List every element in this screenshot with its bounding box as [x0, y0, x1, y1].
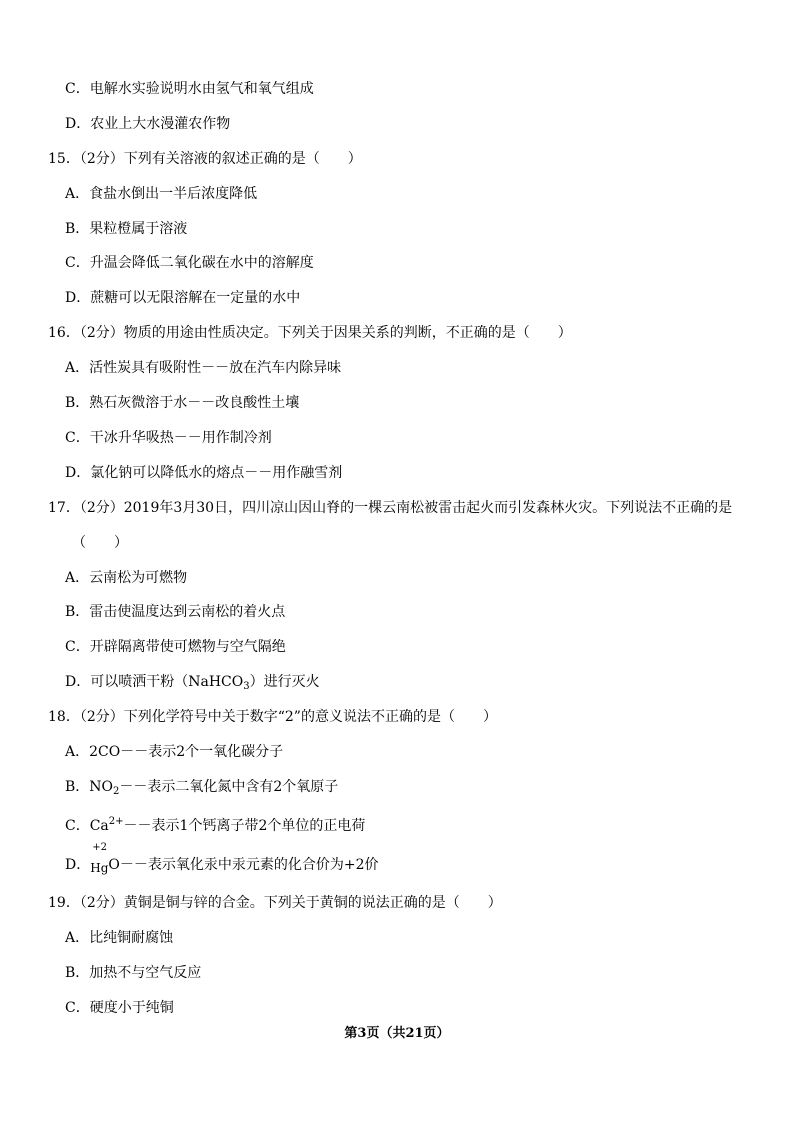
option-15a: A．食盐水倒出一半后浓度降低	[65, 186, 258, 202]
option-18c-text: C．Ca	[65, 818, 109, 834]
option-16b: B．熟石灰微溶于水－－改良酸性土壤	[65, 395, 300, 411]
question-16: 16．（2分）物质的用途由性质决定。下列关于因果关系的判断，不正确的是（ ）	[48, 325, 572, 341]
option-17d-subscript: 3	[243, 681, 250, 692]
option-18d-text-end: －－表示氧化汞中汞元素的化合价为+2价	[119, 857, 379, 873]
question-19: 19．（2分）黄铜是铜与锌的合金。下列关于黄铜的说法正确的是（ ）	[48, 895, 502, 911]
option-18c	[65, 812, 365, 836]
option-18c-superscript: 2+	[108, 816, 124, 827]
option-16a: A．活性炭具有吸附性－－放在汽车内除异味	[65, 360, 342, 376]
option-18d-oxygen: O	[108, 857, 120, 873]
option-16c: C．干冰升华吸热－－用作制冷剂	[65, 430, 272, 446]
question-17-paren: （ ）	[72, 535, 128, 551]
option-18d-element: Hg	[90, 861, 109, 875]
option-18c-text-end: －－表示1个钙离子带2个单位的正电荷	[123, 818, 366, 834]
option-19b: B．加热不与空气反应	[65, 965, 202, 981]
option-19a: A．比纯铜耐腐蚀	[65, 930, 174, 946]
option-17a: A．云南松为可燃物	[65, 570, 188, 586]
question-18: 18．（2分）下列化学符号中关于数字“2”的意义说法不正确的是（ ）	[48, 709, 497, 725]
option-15b: B．果粒橙属于溶液	[65, 221, 188, 237]
option-14d: D．农业上大水漫灌农作物	[65, 116, 231, 132]
option-19c: C．硬度小于纯铜	[65, 1000, 174, 1016]
option-17d-text-end: ）进行灭火	[249, 674, 320, 690]
option-18a: A．2CO－－表示2个一氧化碳分子	[65, 744, 284, 760]
option-14c: C．电解水实验说明水由氢气和氧气组成	[65, 81, 314, 97]
option-18b-text-end: －－表示二氧化氮中含有2个氧原子	[119, 779, 339, 795]
option-15c: C．升温会降低二氧化碳在水中的溶解度	[65, 255, 314, 271]
option-17c: C．开辟隔离带使可燃物与空气隔绝	[65, 639, 286, 655]
option-18d	[65, 842, 379, 878]
option-18d-valence: +2	[92, 842, 107, 853]
option-18d-formula	[90, 842, 109, 878]
option-15d: D．蔗糖可以无限溶解在一定量的水中	[65, 290, 301, 306]
question-15: 15．（2分）下列有关溶液的叙述正确的是（ ）	[48, 151, 362, 167]
option-18b	[65, 777, 338, 802]
option-18b-subscript: 2	[113, 786, 120, 797]
option-16d: D．氯化钠可以降低水的熔点－－用作融雪剂	[65, 465, 343, 481]
option-17b: B．雷击使温度达到云南松的着火点	[65, 604, 286, 620]
option-17d	[65, 672, 320, 697]
option-18d-text: D．	[65, 857, 91, 873]
question-17: 17．（2分）2019年3月30日，四川凉山因山脊的一棵云南松被雷击起火而引发森林火灾。下列说法不正确的是	[48, 500, 733, 516]
option-17d-text: D．可以喷洒干粉（NaHCO	[65, 674, 244, 690]
option-18b-text: B．NO	[65, 779, 114, 795]
page-footer: 第3页（共21页）	[344, 1026, 450, 1041]
